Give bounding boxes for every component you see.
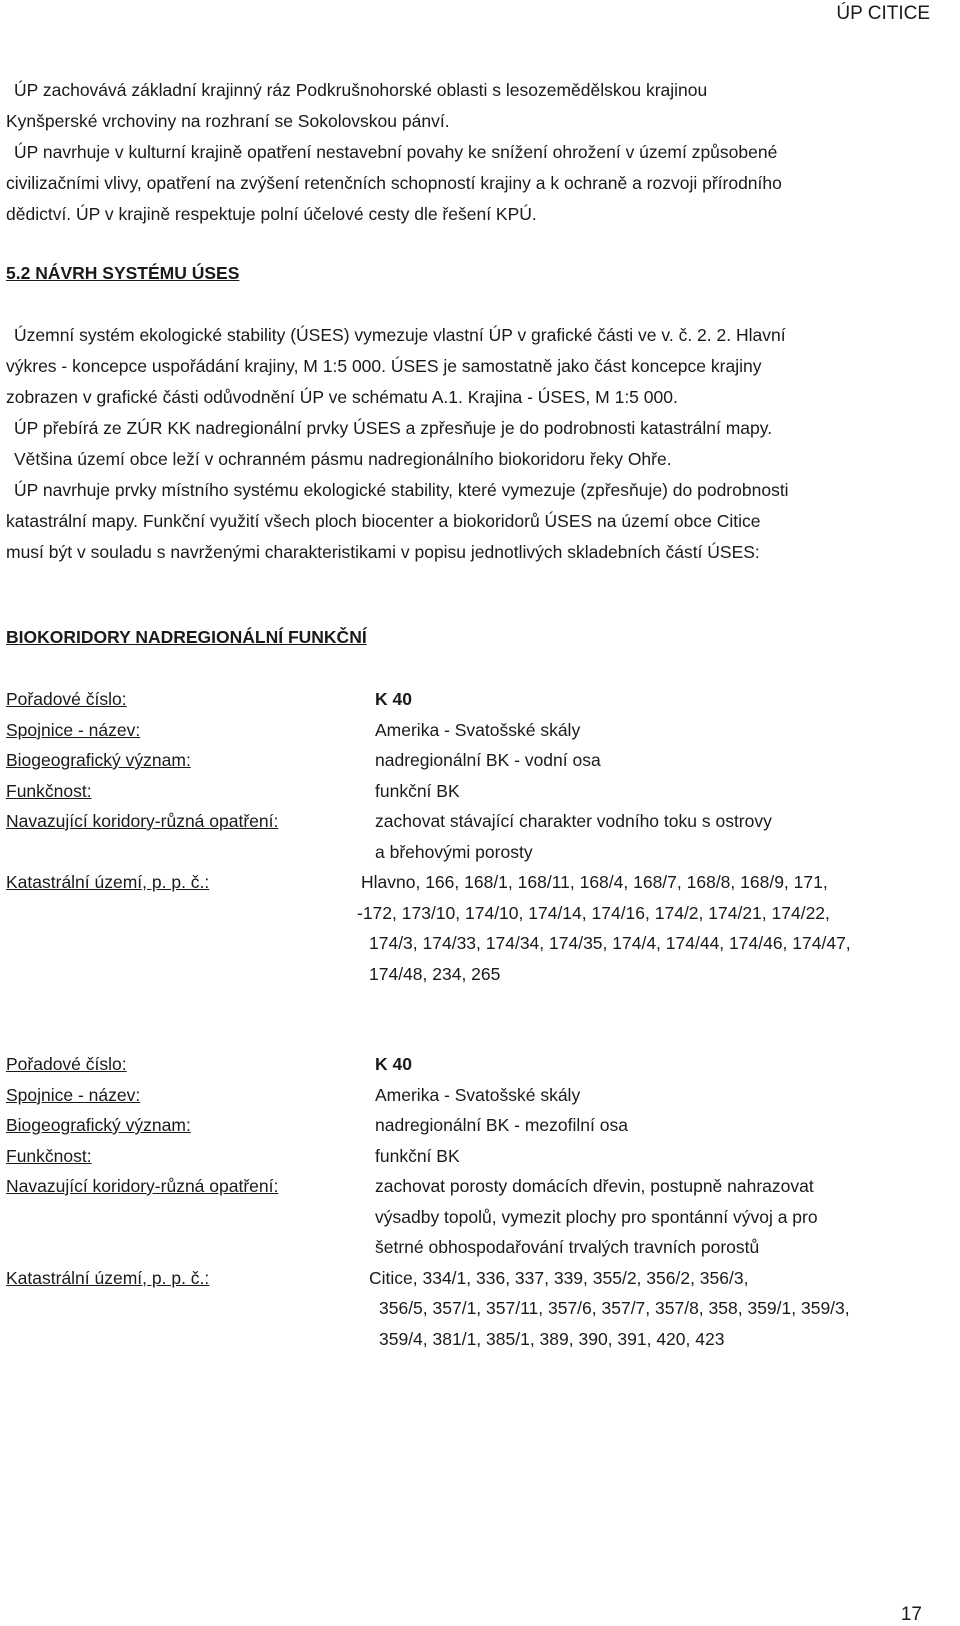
label-significance: Biogeografický význam: xyxy=(6,1115,191,1135)
text-line: Kynšperské vrchoviny na rozhraní se Sokolovskou pánví. xyxy=(6,111,450,131)
value-name: Amerika - Svatošské skály xyxy=(375,719,581,740)
label-cadastre: Katastrální území, p. p. č.: xyxy=(6,1267,210,1288)
value-cadastre-line: 356/5, 357/1, 357/11, 357/6, 357/7, 357/8, 358, 359/1, 359/3, xyxy=(379,1298,850,1318)
corridor-entry xyxy=(6,684,926,989)
entry-row-cadastre-cont xyxy=(6,959,926,990)
value-cadastre-line: Hlavno, 166, 168/1, 168/11, 168/4, 168/7, 168/8, 168/9, 171, xyxy=(361,872,828,892)
value-number: K 40 xyxy=(375,1054,412,1074)
entry-row-measures xyxy=(6,806,926,837)
value-measures-line: výsadby topolů, vymezit plochy pro spontánní vývoj a pro xyxy=(375,1206,818,1227)
intro-paragraph xyxy=(6,75,782,230)
entry-row-measures-cont xyxy=(6,1232,926,1263)
entry-row-measures xyxy=(6,1171,926,1202)
subheading: BIOKORIDORY NADREGIONÁLNÍ FUNKČNÍ xyxy=(6,627,367,647)
text-line: ÚP přebírá ze ZÚR KK nadregionální prvky ÚSES a zpřesňuje je do podrobnosti katastrální mapy. xyxy=(14,418,773,438)
value-cadastre-line: 359/4, 381/1, 385/1, 389, 390, 391, 420, 423 xyxy=(379,1328,725,1349)
value-function: funkční BK xyxy=(375,780,460,801)
value-cadastre-line: Citice, 334/1, 336, 337, 339, 355/2, 356/2, 356/3, xyxy=(369,1267,749,1288)
value-cadastre-line: -172, 173/10, 174/10, 174/14, 174/16, 174/2, 174/21, 174/22, xyxy=(357,902,830,923)
entry-row-measures-cont xyxy=(6,837,926,868)
value-cadastre-line: 174/3, 174/33, 174/34, 174/35, 174/4, 174/44, 174/46, 174/47, xyxy=(369,933,851,953)
label-significance: Biogeografický význam: xyxy=(6,750,191,770)
entry-row-name xyxy=(6,1080,926,1111)
entry-row-cadastre-cont xyxy=(6,1324,926,1355)
value-function: funkční BK xyxy=(375,1145,460,1166)
text-line: dědictví. ÚP v krajině respektuje polní účelové cesty dle řešení KPÚ. xyxy=(6,204,537,224)
text-line: ÚP navrhuje v kulturní krajině opatření nestavební povahy ke snížení ohrožení v území způsobené xyxy=(14,142,778,162)
text-line: Většina území obce leží v ochranném pásmu nadregionálního biokoridoru řeky Ohře. xyxy=(14,449,672,469)
label-function: Funkčnost: xyxy=(6,780,92,801)
body-paragraph xyxy=(6,320,789,568)
value-cadastre-line: 174/48, 234, 265 xyxy=(369,963,501,984)
value-number: K 40 xyxy=(375,689,412,709)
label-name: Spojnice - název: xyxy=(6,719,141,740)
text-line: ÚP zachovává základní krajinný ráz Podkrušnohorské oblasti s lesozemědělskou krajinou xyxy=(14,80,708,100)
value-measures-line: a břehovými porosty xyxy=(375,841,533,862)
label-number: Pořadové číslo: xyxy=(6,689,127,709)
value-measures-line: zachovat stávající charakter vodního toku s ostrovy xyxy=(375,811,772,831)
value-name: Amerika - Svatošské skály xyxy=(375,1084,581,1105)
text-line: Územní systém ekologické stability (ÚSES) vymezuje vlastní ÚP v grafické části ve v. č. 2. 2. Hlavní xyxy=(14,325,786,345)
text-line: zobrazen v grafické části odůvodnění ÚP ve schématu A.1. Krajina - ÚSES, M 1:5 000. xyxy=(6,387,678,407)
label-number: Pořadové číslo: xyxy=(6,1054,127,1074)
entry-row-name xyxy=(6,715,926,746)
text-line: ÚP navrhuje prvky místního systému ekologické stability, které vymezuje (zpřesňuje) do podrobnosti xyxy=(14,480,789,500)
value-measures-line: zachovat porosty domácích dřevin, postupně nahrazovat xyxy=(375,1176,814,1196)
entry-row-cadastre xyxy=(6,1263,926,1294)
entry-row-cadastre xyxy=(6,867,926,898)
entry-row-measures-cont xyxy=(6,1202,926,1233)
entry-row-cadastre-cont xyxy=(6,1293,926,1324)
value-measures-line: šetrné obhospodařování trvalých travních porostů xyxy=(375,1237,760,1257)
text-line: katastrální mapy. Funkční využití všech ploch biocenter a biokoridorů ÚSES na území obce Citice xyxy=(6,511,761,531)
label-function: Funkčnost: xyxy=(6,1145,92,1166)
page-header-title: ÚP CITICE xyxy=(836,3,930,24)
entry-row-function xyxy=(6,776,926,807)
entry-row-cadastre-cont xyxy=(6,898,926,929)
label-measures: Navazující koridory-různá opatření: xyxy=(6,1176,279,1196)
text-line: civilizačními vlivy, opatření na zvýšení retenčních schopností krajiny a k ochraně a rozvoji přírodního xyxy=(6,173,782,193)
value-significance: nadregionální BK - mezofilní osa xyxy=(375,1115,628,1135)
value-significance: nadregionální BK - vodní osa xyxy=(375,750,601,770)
entry-row-number xyxy=(6,1049,926,1080)
entry-row-function xyxy=(6,1141,926,1172)
label-name: Spojnice - název: xyxy=(6,1084,141,1105)
page-number: 17 xyxy=(900,1604,922,1625)
text-line: musí být v souladu s navrženými charakteristikami v popisu jednotlivých skladebních částí ÚSES: xyxy=(6,542,760,562)
label-measures: Navazující koridory-různá opatření: xyxy=(6,811,279,831)
entry-row-cadastre-cont xyxy=(6,928,926,959)
corridor-entry xyxy=(6,1049,926,1354)
section-heading: 5.2 NÁVRH SYSTÉMU ÚSES xyxy=(6,263,240,283)
text-line: výkres - koncepce uspořádání krajiny, M 1:5 000. ÚSES je samostatně jako část koncepce krajiny xyxy=(6,356,762,376)
label-cadastre: Katastrální území, p. p. č.: xyxy=(6,872,210,892)
entry-row-significance xyxy=(6,1110,926,1141)
entry-row-number xyxy=(6,684,926,715)
entry-row-significance xyxy=(6,745,926,776)
